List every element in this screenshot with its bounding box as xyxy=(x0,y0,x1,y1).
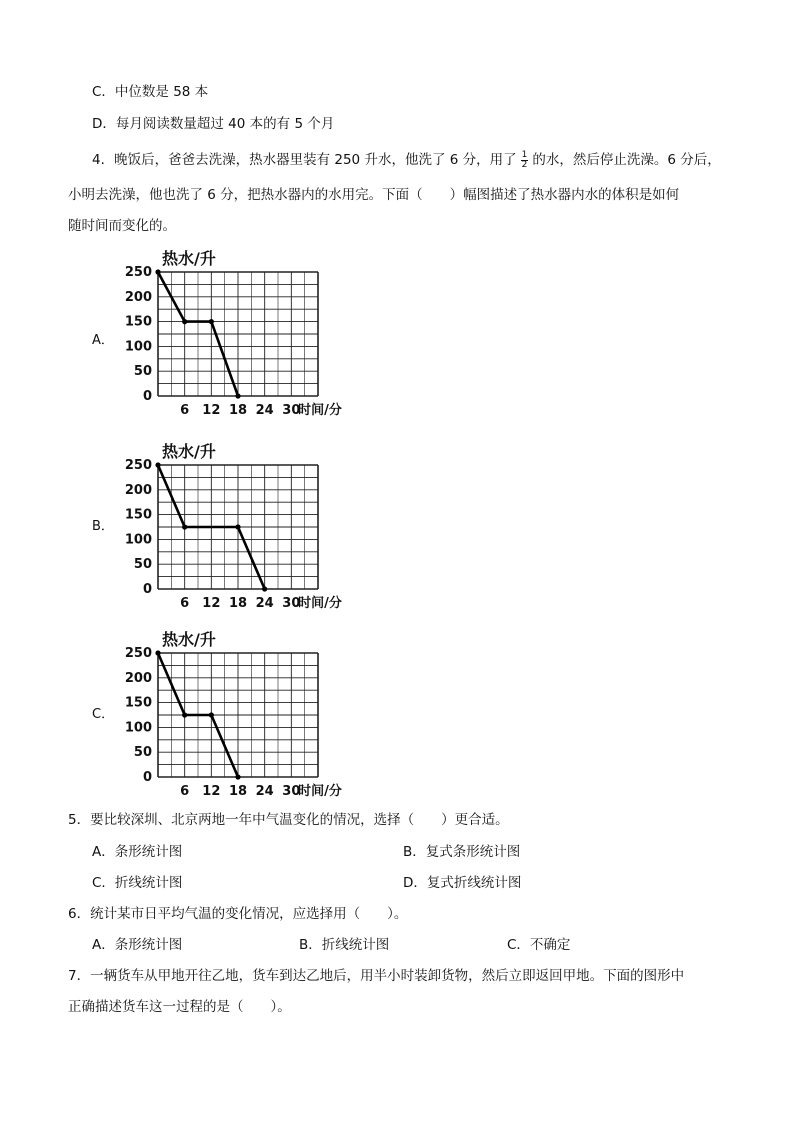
data-point xyxy=(182,319,187,324)
q6-stem: 6．统计某市日平均气温的变化情况，应选择用（ ）。 xyxy=(68,906,408,922)
x-tick-label: 6 xyxy=(180,784,190,799)
chart-title: 热水/升 xyxy=(162,249,216,268)
y-tick-label: 0 xyxy=(142,582,152,597)
x-tick-label: 24 xyxy=(255,403,274,418)
x-tick-label: 12 xyxy=(202,784,221,799)
y-tick-label: 50 xyxy=(133,364,152,380)
q3-option-c: C．中位数是 58 本 xyxy=(92,84,209,100)
q6-option-b: B．折线统计图 xyxy=(299,937,390,953)
y-tick-label: 100 xyxy=(124,532,152,548)
x-tick-label: 18 xyxy=(228,596,248,611)
q4-stem-line1 xyxy=(92,150,721,170)
y-tick-label: 150 xyxy=(124,695,152,711)
x-tick-label: 6 xyxy=(180,596,190,611)
x-axis-label: 时间/分 xyxy=(298,596,342,611)
y-tick-label: 150 xyxy=(124,314,152,330)
chart-option-c xyxy=(118,625,358,803)
x-tick-label: 30 xyxy=(282,784,301,799)
fraction-one-half xyxy=(521,151,529,170)
y-tick-label: 0 xyxy=(142,770,152,785)
chart-option-a xyxy=(118,244,358,422)
x-tick-label: 24 xyxy=(255,596,274,611)
x-tick-label: 24 xyxy=(255,784,274,799)
q5-stem: 5．要比较深圳、北京两地一年中气温变化的情况，选择（ ）更合适。 xyxy=(68,812,509,828)
data-point xyxy=(182,524,187,529)
q4-option-b-label: B． xyxy=(92,519,114,534)
q5-option-b: B．复式条形统计图 xyxy=(403,844,521,860)
x-tick-label: 12 xyxy=(202,596,221,611)
data-point xyxy=(235,774,240,779)
chart-title: 热水/升 xyxy=(162,630,216,649)
x-tick-label: 30 xyxy=(282,403,301,418)
data-point xyxy=(235,393,240,398)
q4-stem-text-before-fraction: 4．晚饭后，爸爸去洗澡，热水器里装有 250 升水，他洗了 6 分，用了 xyxy=(92,152,517,168)
q7-stem-line1: 7．一辆货车从甲地开往乙地，货车到达乙地后，用半小时装卸货物，然后立即返回甲地。下面的图形中 xyxy=(68,968,685,984)
chart-option-b xyxy=(118,437,358,615)
data-point xyxy=(155,650,160,655)
y-tick-label: 100 xyxy=(124,720,152,736)
q5-option-c: C．折线统计图 xyxy=(92,875,183,891)
data-point xyxy=(209,712,214,717)
fraction-denominator: 2 xyxy=(521,159,528,170)
y-tick-label: 200 xyxy=(124,482,152,498)
x-tick-label: 12 xyxy=(202,403,221,418)
y-tick-label: 150 xyxy=(124,507,152,523)
fraction-numerator: 1 xyxy=(521,149,528,160)
y-tick-label: 250 xyxy=(124,458,152,473)
y-tick-label: 0 xyxy=(142,389,152,404)
x-tick-label: 18 xyxy=(228,403,248,418)
q6-option-a: A．条形统计图 xyxy=(92,937,183,953)
q6-option-c: C．不确定 xyxy=(507,937,571,953)
q4-option-a-label: A． xyxy=(92,333,114,348)
data-point xyxy=(262,586,267,591)
q4-stem-line3: 随时间而变化的。 xyxy=(68,218,176,234)
x-tick-label: 6 xyxy=(180,403,190,418)
x-axis-label: 时间/分 xyxy=(298,403,342,418)
data-point xyxy=(182,712,187,717)
q5-option-a: A．条形统计图 xyxy=(92,844,183,860)
y-tick-label: 200 xyxy=(124,289,152,305)
y-tick-label: 50 xyxy=(133,557,152,573)
y-tick-label: 250 xyxy=(124,646,152,661)
data-point xyxy=(155,462,160,467)
y-tick-label: 200 xyxy=(124,670,152,686)
data-point xyxy=(155,269,160,274)
q7-stem-line2: 正确描述货车这一过程的是（ ）。 xyxy=(68,999,291,1015)
q4-stem-text-after-fraction: 的水，然后停止洗澡。6 分后， xyxy=(532,152,721,168)
y-tick-label: 50 xyxy=(133,745,152,761)
q4-option-c-label: C． xyxy=(92,707,115,722)
x-axis-label: 时间/分 xyxy=(298,784,342,799)
q5-option-d: D．复式折线统计图 xyxy=(403,875,522,891)
q4-stem-line2: 小明去洗澡，他也洗了 6 分，把热水器内的水用完。下面（ ）幅图描述了热水器内水的体积是如何 xyxy=(68,187,680,203)
data-point xyxy=(235,524,240,529)
data-point xyxy=(209,319,214,324)
chart-title: 热水/升 xyxy=(162,442,216,461)
y-tick-label: 250 xyxy=(124,265,152,280)
x-tick-label: 30 xyxy=(282,596,301,611)
y-tick-label: 100 xyxy=(124,339,152,355)
q3-option-d: D．每月阅读数量超过 40 本的有 5 个月 xyxy=(92,116,335,132)
x-tick-label: 18 xyxy=(228,784,248,799)
